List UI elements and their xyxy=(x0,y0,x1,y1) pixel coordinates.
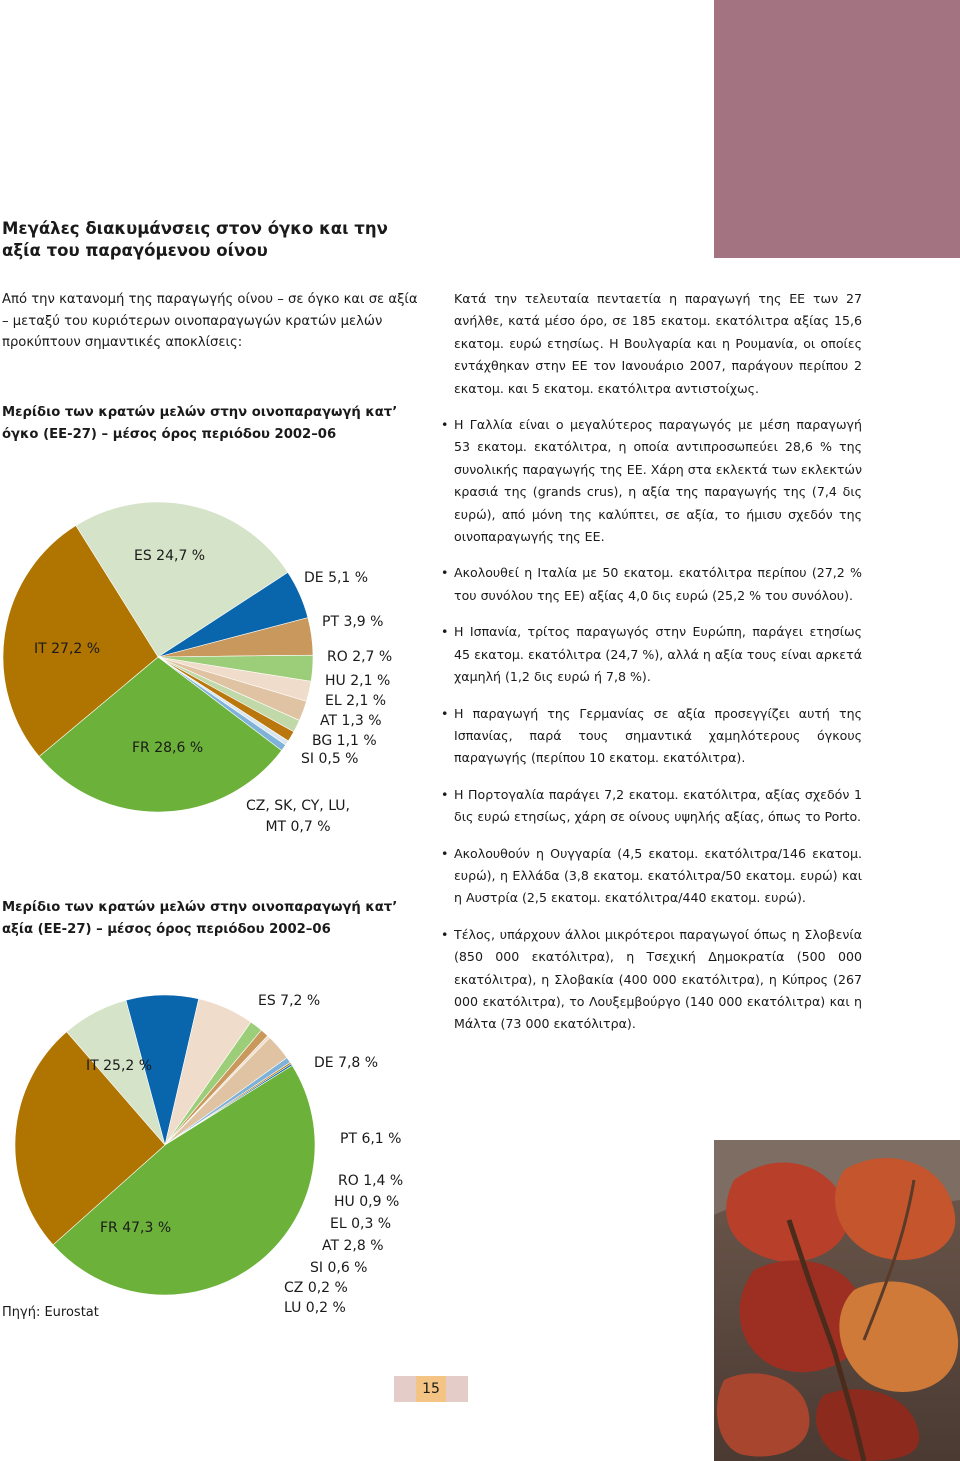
bullet-item: • Η Γαλλία είναι ο μεγαλύτερος παραγωγός με μέση παραγωγή 53 εκατομ. εκατόλιτρα, η οποία αντιπροσωπεύει 28,6 % της συνολικής παραγωγής της ΕΕ. Χάρη στα εκλεκτά των εκλεκτών κρασιά της (grands crus), η αξία της παραγωγής της (7,4 δις ευρώ), από μόνη της καλύπτει, σε αξία, το ήμισυ σχεδόν της οινοπαραγωγής της ΕΕ. xyxy=(454,414,862,548)
pie-label: HU 0,9 % xyxy=(334,1194,400,1210)
bullet-list xyxy=(454,414,862,1036)
pie-label: EL 2,1 % xyxy=(325,693,387,709)
pie-label: CZ 0,2 % xyxy=(284,1280,348,1296)
bullet-item: • Η Πορτογαλία παράγει 7,2 εκατομ. εκατόλιτρα, αξίας σχεδόν 1 δις ευρώ ετησίως, χάρη σε οίνους υψηλής αξίας, όπως το Porto. xyxy=(454,784,862,829)
pie-label: DE 5,1 % xyxy=(304,570,369,586)
pie-label: LU 0,2 % xyxy=(284,1300,346,1316)
bullet-item: • Η παραγωγή της Γερμανίας σε αξία προσεγγίζει αυτή της Ισπανίας, παρά τους σημαντικά χαμηλότερους όγκους παραγωγής (περίπου 10 εκατομ. εκατόλιτρα). xyxy=(454,703,862,770)
pie-label: IT 25,2 % xyxy=(86,1058,153,1074)
pie-label: ES 7,2 % xyxy=(258,993,321,1009)
pie-label: MT 0,7 % xyxy=(265,819,331,835)
value-chart-title: Μερίδιο των κρατών μελών στην οινοπαραγωγή κατ’ αξία (ΕΕ-27) – μέσος όρος περιόδου 2002–06 xyxy=(2,900,398,937)
pie-label: SI 0,5 % xyxy=(301,751,359,767)
bullet-item: • Τέλος, υπάρχουν άλλοι μικρότεροι παραγωγοί όπως η Σλοβενία (850 000 εκατόλιτρα), η Τσεχική Δημοκρατία (500 000 εκατόλιτρα), η Σλοβακία (400 000 εκατόλιτρα), η Κύπρος (267 000 εκατόλιτρα), το Λουξεμβούργο (140 000 εκατόλιτρα) και η Μάλτα (73 000 εκατόλιτρα). xyxy=(454,924,862,1036)
bullet-item: • Ακολουθεί η Ιταλία με 50 εκατομ. εκατόλιτρα περίπου (27,2 % του συνόλου της ΕΕ) αξίας 4,0 δις ευρώ (25,2 % του συνόλου). xyxy=(454,562,862,607)
page-number: 15 xyxy=(416,1376,446,1402)
pie-label: BG 1,1 % xyxy=(312,733,377,749)
pie-label: AT 1,3 % xyxy=(320,713,382,729)
volume-pie-chart xyxy=(0,490,440,850)
volume-chart-title: Μερίδιο των κρατών μελών στην οινοπαραγωγή κατ’ όγκο (ΕΕ-27) – μέσος όρος περιόδου 2002–06 xyxy=(2,405,398,442)
pie-label: PT 6,1 % xyxy=(340,1131,402,1147)
right-intro-paragraph: Κατά την τελευταία πενταετία η παραγωγή της ΕΕ των 27 ανήλθε, κατά μέσο όρο, σε 185 εκατομ. εκατόλιτρα αξίας 15,6 εκατομ. ευρώ ετησίως. Η Βουλγαρία και η Ρουμανία, οι οποίες εντάχθηκαν στην ΕΕ τον Ιανουάριο 2007, παράγουν περίπου 2 εκατομ. και 5 εκατομ. εκατόλιτρα αντιστοίχως. xyxy=(454,291,862,396)
bullet-item: • Ακολουθούν η Ουγγαρία (4,5 εκατομ. εκατόλιτρα/146 εκατομ. ευρώ), η Ελλάδα (3,8 εκατομ. εκατόλιτρα/50 εκατομ. ευρώ) και η Αυστρία (2,5 εκατομ. εκατόλιτρα/440 εκατομ. ευρώ). xyxy=(454,843,862,910)
right-column-text xyxy=(454,288,862,1050)
pie-label: CZ, SK, CY, LU, xyxy=(245,798,351,814)
section-heading: Μεγάλες διακυμάνσεις στον όγκο και την αξία του παραγόμενου οίνου xyxy=(2,219,388,260)
bullet-item: • Η Ισπανία, τρίτος παραγωγός στην Ευρώπη, παράγει ετησίως 45 εκατομ. εκατόλιτρα (24,7 %), αλλά η αξία τους είναι αρκετά χαμηλή (1,2 δις ευρώ ή 7,8 %). xyxy=(454,621,862,688)
pie-label: FR 47,3 % xyxy=(100,1220,172,1236)
intro-paragraph: Από την κατανομή της παραγωγής οίνου – σε όγκο και σε αξία – μεταξύ του κυριότερων οινοπαραγωγών κρατών μελών προκύπτουν σημαντικές αποκλίσεις: xyxy=(2,292,418,350)
source-note: Πηγή: Eurostat xyxy=(2,1305,99,1320)
pie-label: IT 27,2 % xyxy=(34,641,101,657)
pie-label: PT 3,9 % xyxy=(322,614,384,630)
pie-label: SI 0,6 % xyxy=(310,1260,368,1276)
pie-label: DE 7,8 % xyxy=(314,1055,379,1071)
vine-leaves-photo xyxy=(714,1140,960,1461)
pie-label: EL 0,3 % xyxy=(330,1216,392,1232)
volume-pie-svg xyxy=(0,490,440,850)
pie-label: ES 24,7 % xyxy=(134,548,206,564)
decorative-color-block xyxy=(714,0,960,258)
pie-label: RO 2,7 % xyxy=(327,649,393,665)
pie-label: HU 2,1 % xyxy=(325,673,391,689)
pie-label: RO 1,4 % xyxy=(338,1173,404,1189)
pie-label: AT 2,8 % xyxy=(322,1238,384,1254)
pie-label: FR 28,6 % xyxy=(132,740,204,756)
